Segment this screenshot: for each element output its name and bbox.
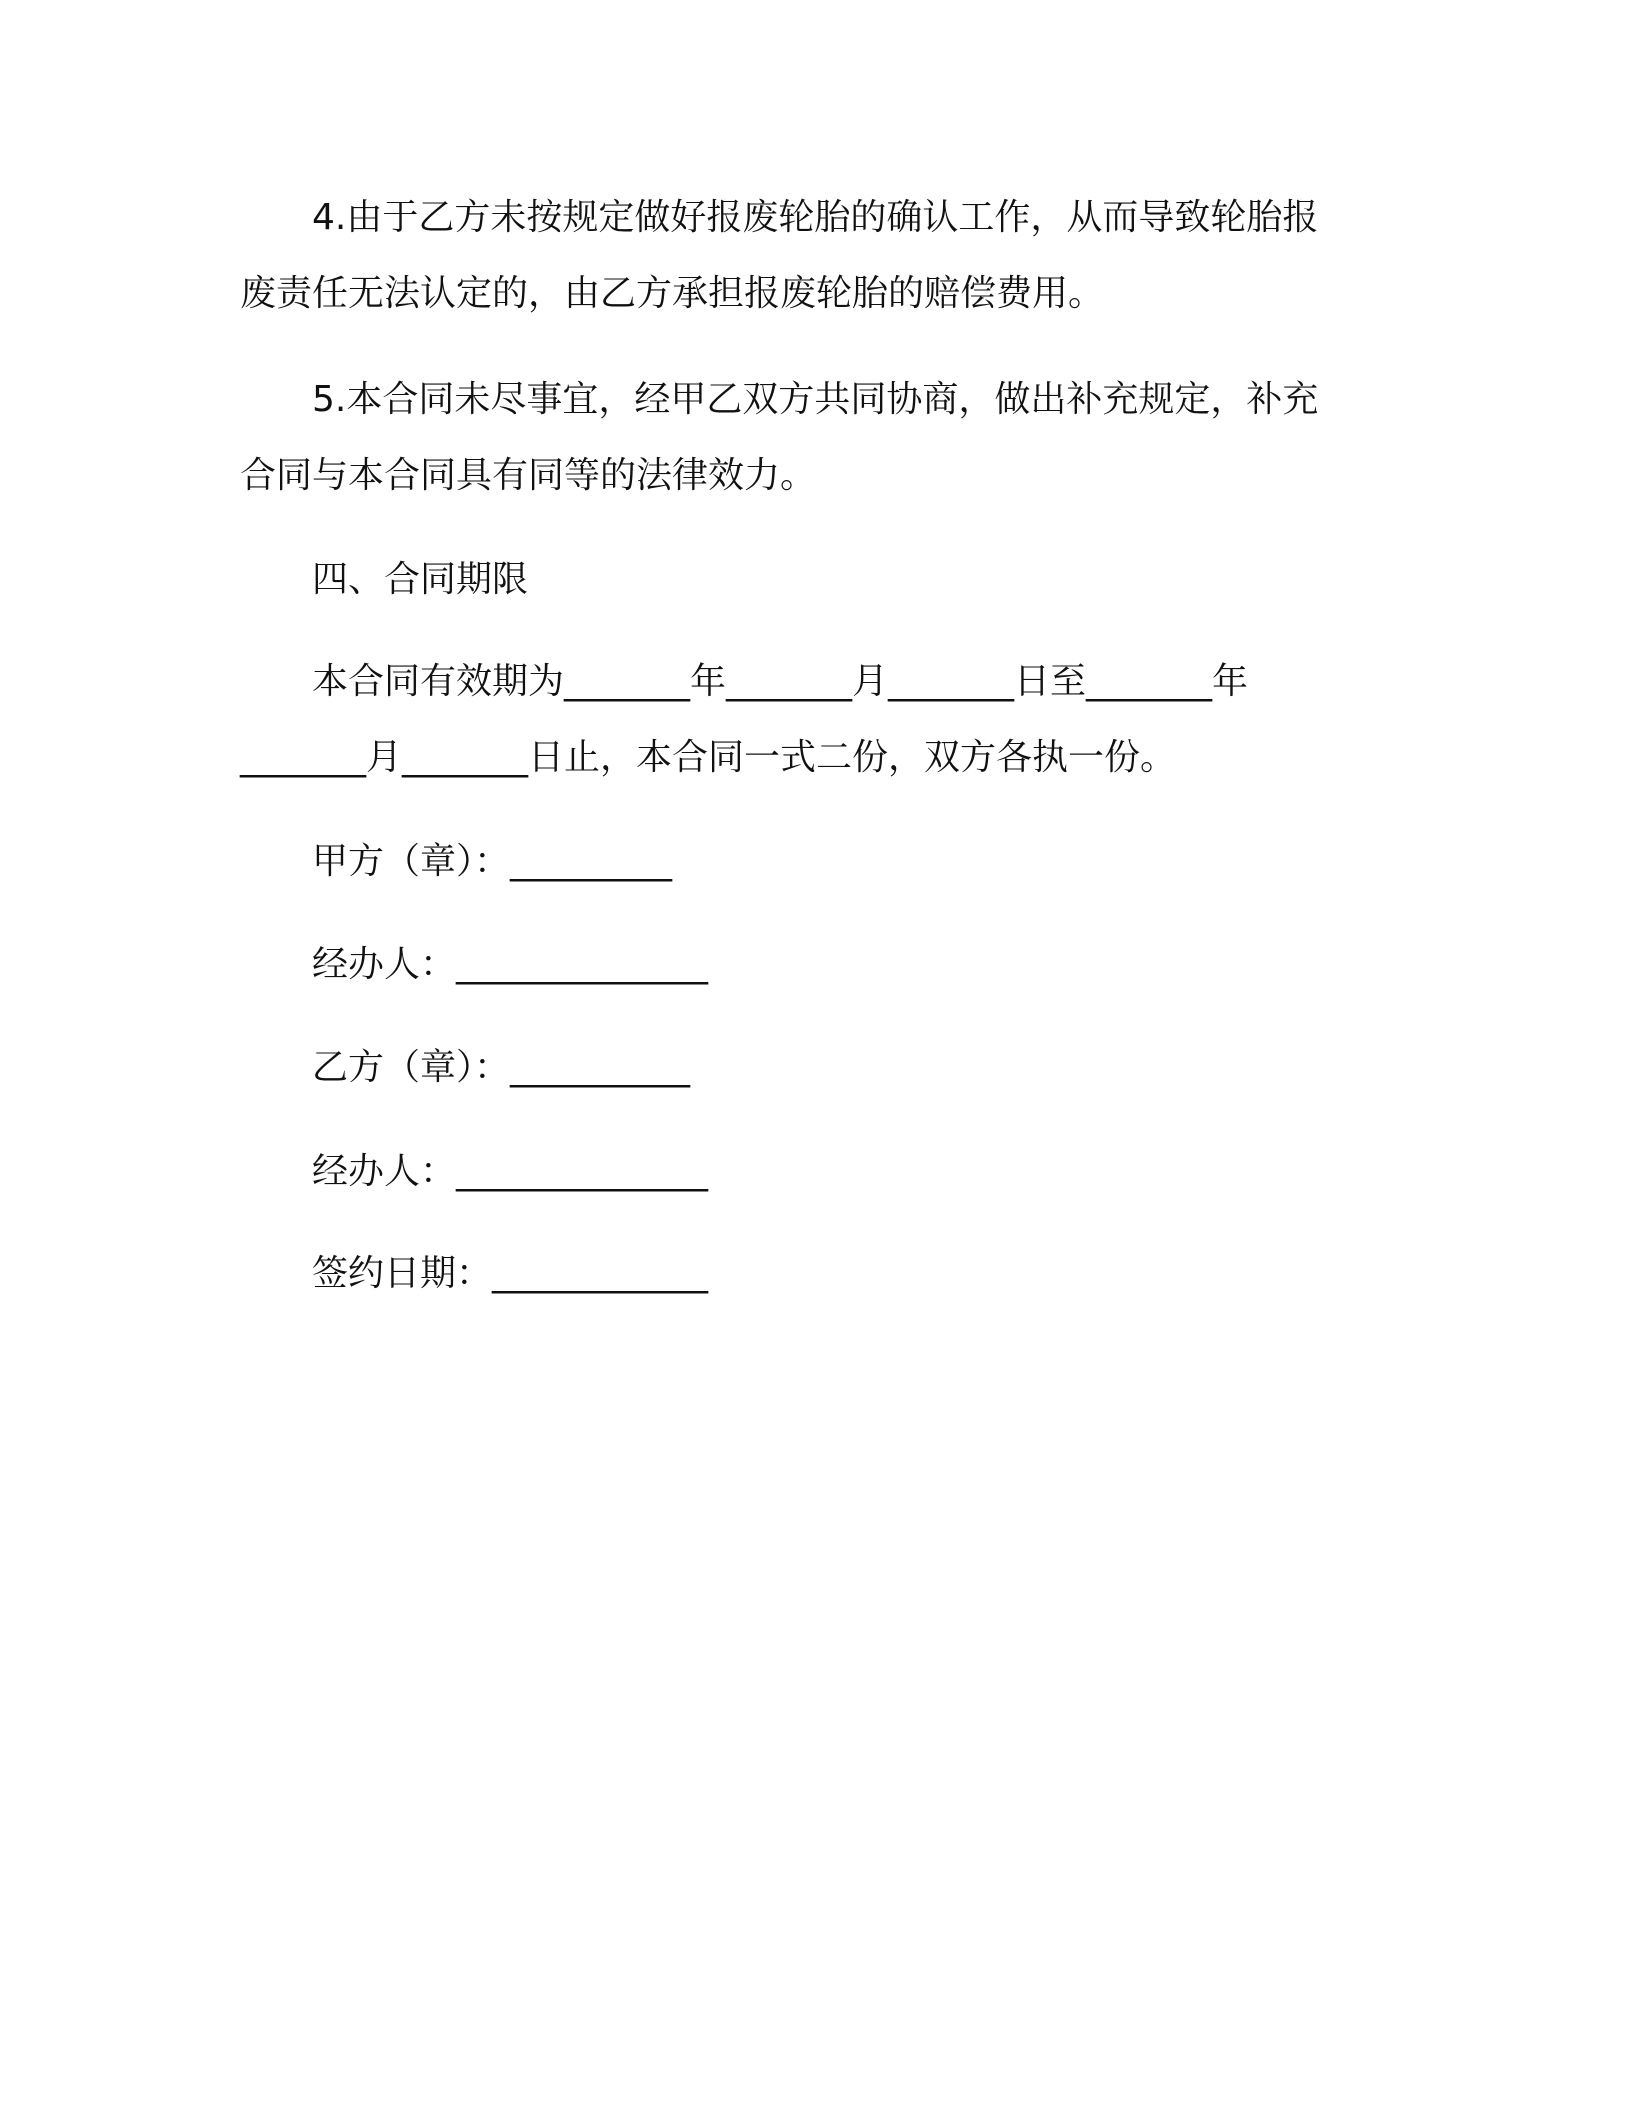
sign-date-line: 签约日期：____________ [312, 1253, 709, 1294]
term-line-2: _______月_______日止，本合同一式二份，双方各执一份。 [240, 737, 1177, 778]
clause-5-line-2: 合同与本合同具有同等的法律效力。 [240, 455, 817, 496]
party-a-handler-line: 经办人：______________ [312, 944, 709, 985]
party-a-seal-line: 甲方（章）：_________ [312, 841, 673, 882]
section-4-heading: 四、合同期限 [312, 559, 529, 600]
term-line-1: 本合同有效期为_______年_______月_______日至_______年 [312, 661, 1249, 702]
party-b-handler-line: 经办人：______________ [312, 1151, 709, 1192]
clause-5-line-1: 5.本合同未尽事宜，经甲乙双方共同协商，做出补充规定，补充 [312, 379, 1319, 420]
clause-4-line-2: 废责任无法认定的，由乙方承担报废轮胎的赔偿费用。 [240, 273, 1105, 314]
clause-4-line-1: 4.由于乙方未按规定做好报废轮胎的确认工作，从而导致轮胎报 [312, 197, 1319, 238]
party-b-seal-line: 乙方（章）：__________ [312, 1047, 691, 1088]
